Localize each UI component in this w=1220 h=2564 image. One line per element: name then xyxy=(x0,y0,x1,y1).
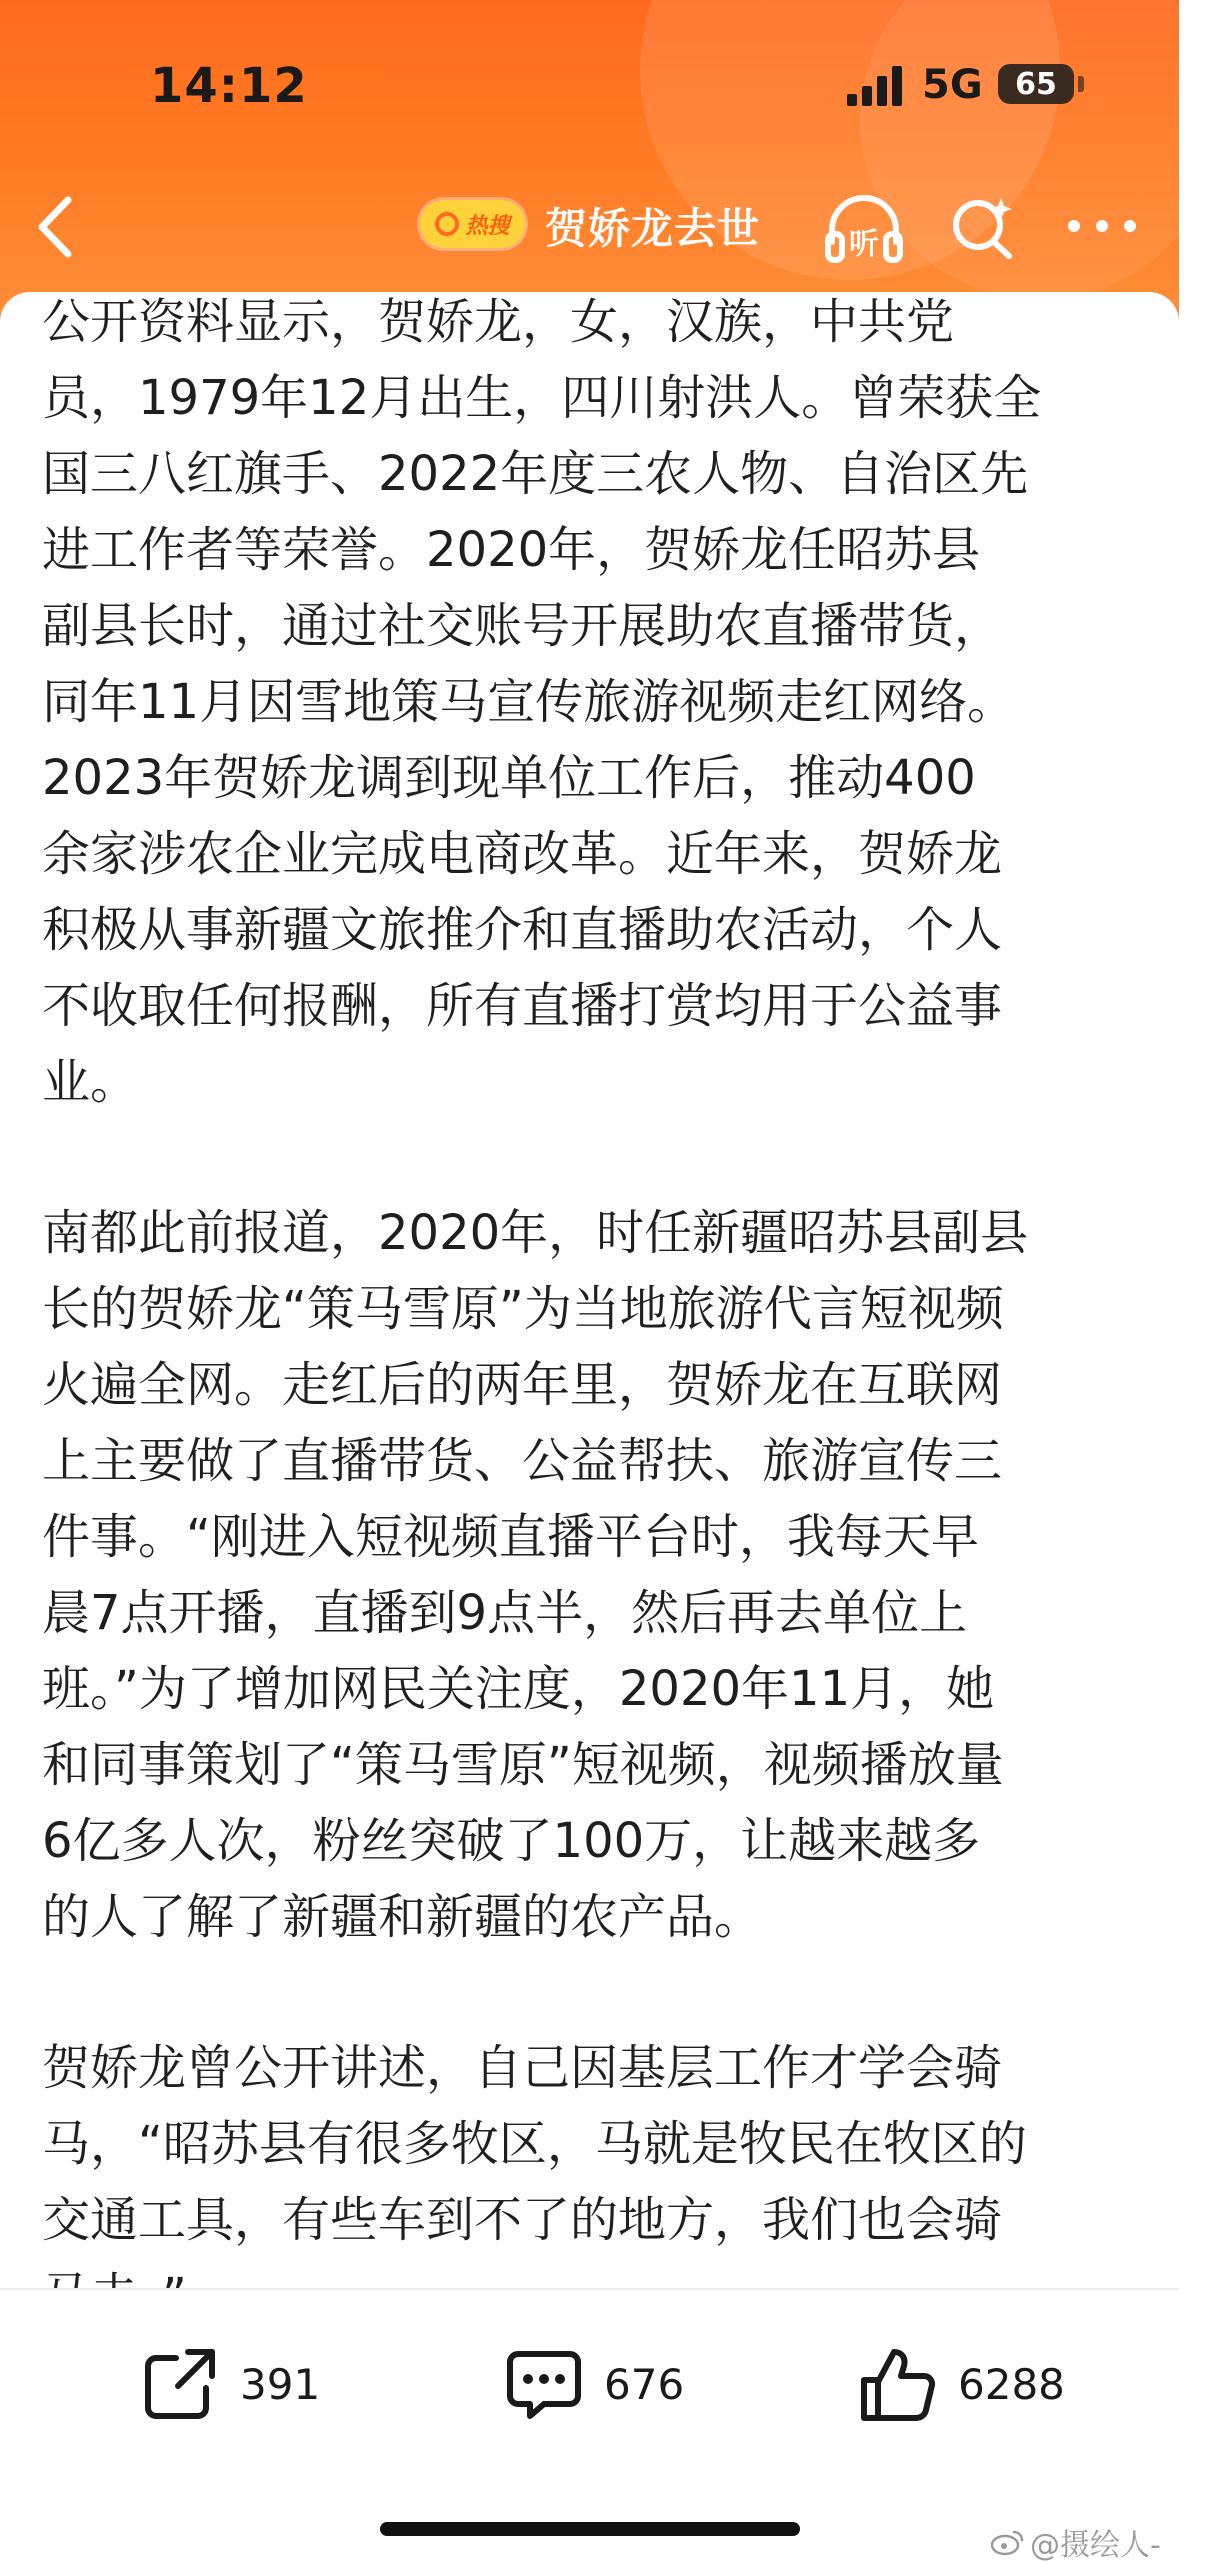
watermark xyxy=(990,2520,1161,2564)
page-title: 贺娇龙去世 xyxy=(545,204,761,253)
article-content xyxy=(0,292,1179,2288)
article-paragraph: 贺娇龙曾公开讲述，自己因基层工作才学会骑 马，“昭苏县有很多牧区，马就是牧民在牧区的 交通工具，有些车到不了的地方，我们也会骑 xyxy=(42,2040,1027,2248)
article-paragraph: 公开资料显示，贺娇龙，女，汉族，中共党 员，1979年12月出生，四川射洪人。曾荣获全 国三八红旗手、2022年度三农人物、自治区先 进工作者等荣誉。2020年，贺娇龙任昭苏县 副县长时，通过社交账号开展助农直播带货， 同年11月因雪地策马宣传旅游视频走红网络。 2023年贺娇龙调到现单位工作后，推动400 余家涉农企业完成电商改革。近年来，贺娇龙 积极从事新疆文旅推介和直播助农活动，个人 不收取任何报酬，所有直播打赏均用于公益事 业。 xyxy=(42,294,1042,1110)
share-button[interactable] xyxy=(140,2334,320,2434)
like-button[interactable] xyxy=(858,2334,1065,2434)
hot-search-label: 热搜 xyxy=(465,213,510,239)
watermark-text: @摄绘人- xyxy=(1030,2528,1161,2563)
comment-icon xyxy=(504,2344,584,2424)
share-icon xyxy=(140,2344,220,2424)
headphones-icon[interactable] xyxy=(822,190,906,266)
weibo-logo-icon xyxy=(990,2529,1024,2555)
article-body xyxy=(42,284,1142,2409)
thumbs-up-icon xyxy=(858,2344,938,2424)
battery-level: 65 xyxy=(1015,66,1057,102)
network-type: 5G xyxy=(922,62,983,108)
status-time: 14:12 xyxy=(150,58,308,114)
more-icon[interactable] xyxy=(1068,216,1138,236)
article-paragraph: 南都此前报道，2020年，时任新疆昭苏县副县 长的贺娇龙“策马雪原”为当地旅游代言短视频 火遍全网。走红后的两年里，贺娇龙在互联网 上主要做了直播带货、公益帮扶、旅游宣传三 件事。“刚进入短视频直播平台时，我每天早 晨7点开播，直播到9点半，然后再去单位上 班。”为了增加网民关注度，2020年11月，她 和同事策划了“策马雪原”短视频，视频播放量 6亿多人次，粉丝突破了100万，让越来越多 的人了解了新疆和新疆的农产品。 xyxy=(42,1205,1029,1945)
header xyxy=(0,0,1179,330)
nav-bar xyxy=(0,170,1179,280)
battery-tip xyxy=(1078,76,1084,92)
signal-icon xyxy=(847,64,907,106)
listen-label: 听 xyxy=(849,227,879,262)
search-icon xyxy=(435,212,459,236)
status-bar xyxy=(0,0,1179,170)
bottom-action-bar xyxy=(0,2288,1179,2558)
battery-icon xyxy=(998,64,1074,104)
search-icon[interactable] xyxy=(947,192,1017,262)
comment-count: 676 xyxy=(604,2359,685,2409)
hot-search-badge[interactable] xyxy=(420,200,525,248)
share-count: 391 xyxy=(240,2359,321,2409)
comment-button[interactable] xyxy=(504,2334,684,2434)
home-indicator[interactable] xyxy=(380,2522,800,2536)
back-arrow-icon[interactable] xyxy=(30,192,80,262)
like-count: 6288 xyxy=(958,2359,1065,2409)
